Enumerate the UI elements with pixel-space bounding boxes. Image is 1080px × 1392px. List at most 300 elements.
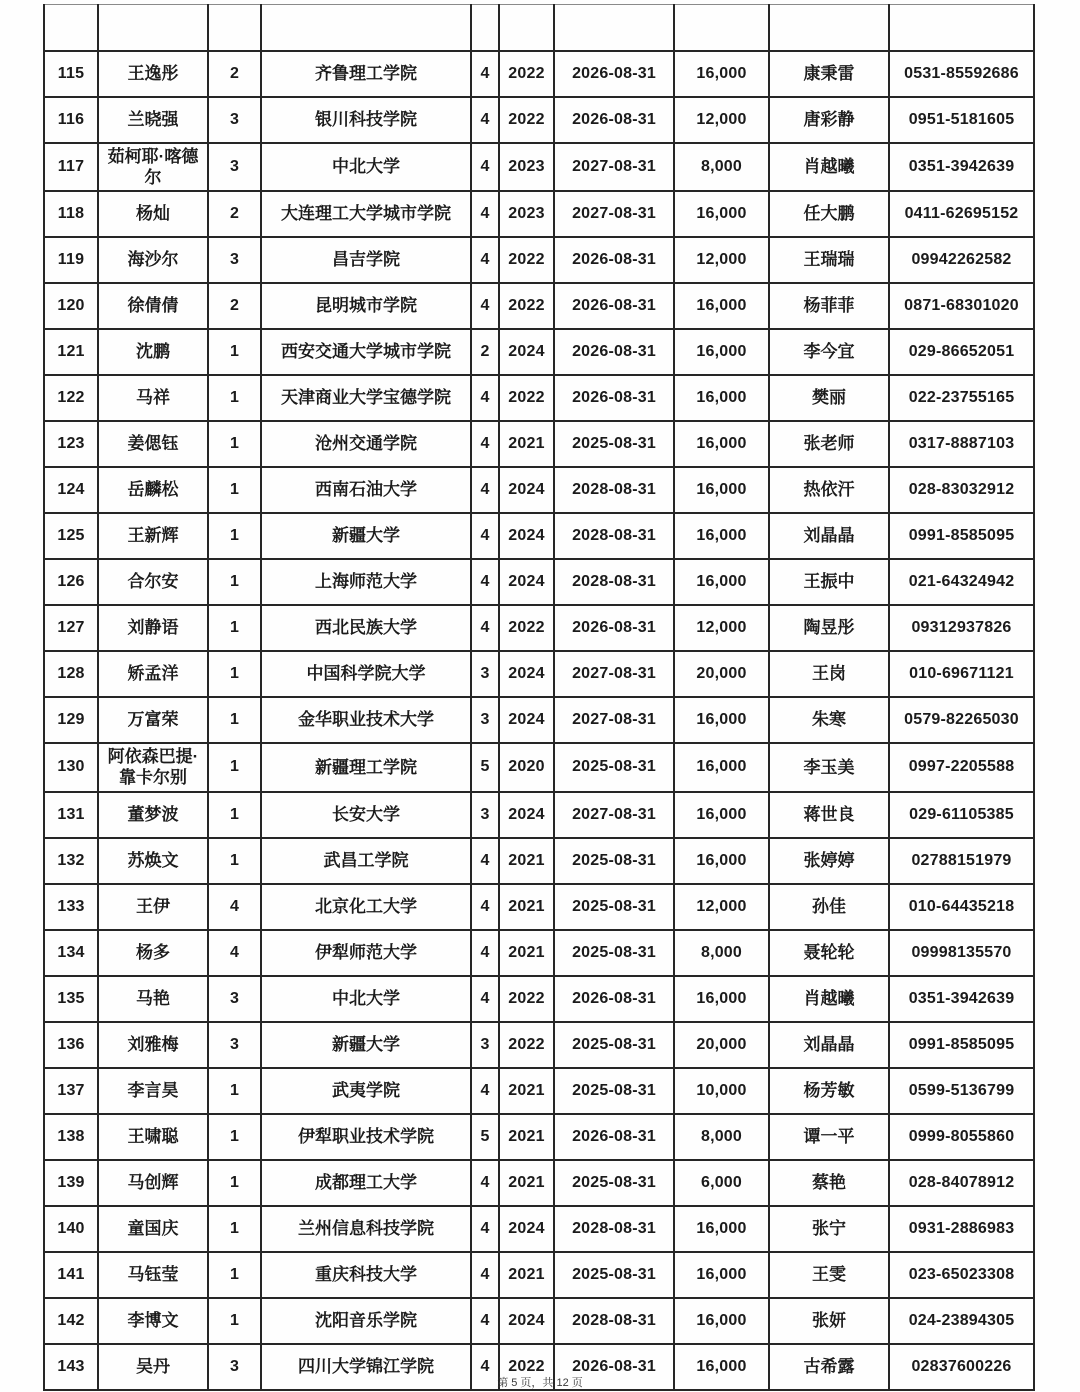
cell-contact-name: 肖越曦	[769, 143, 889, 192]
cell-year: 2024	[499, 559, 554, 605]
cell-amount: 16,000	[674, 1298, 769, 1344]
cell-count: 1	[208, 421, 261, 467]
cell-contact-name: 王振中	[769, 559, 889, 605]
cell-count: 3	[208, 976, 261, 1022]
cell-university: 武昌工学院	[261, 838, 471, 884]
table-row	[44, 697, 1034, 743]
cell-contact-name: 唐彩静	[769, 97, 889, 143]
cell-phone: 021-64324942	[889, 559, 1034, 605]
cell-university: 中国科学院大学	[261, 651, 471, 697]
cell-student-name: 王新辉	[98, 513, 208, 559]
cell-count: 1	[208, 743, 261, 792]
table-row	[44, 743, 1034, 792]
cell-amount: 16,000	[674, 375, 769, 421]
cell-university: 重庆科技大学	[261, 1252, 471, 1298]
cell-cohort: 4	[471, 97, 499, 143]
cell-seq-no: 134	[44, 930, 98, 976]
cell-contact-name: 热依汗	[769, 467, 889, 513]
cell-student-name: 马创辉	[98, 1160, 208, 1206]
cell-amount: 12,000	[674, 237, 769, 283]
table-row	[44, 651, 1034, 697]
cell-seq-no: 141	[44, 1252, 98, 1298]
cell-seq-no: 121	[44, 329, 98, 375]
cell-count: 1	[208, 1206, 261, 1252]
cell-phone: 09998135570	[889, 930, 1034, 976]
cell-end-date: 2026-08-31	[554, 1344, 674, 1390]
cell-student-name: 万富荣	[98, 697, 208, 743]
cell-end-date: 2025-08-31	[554, 421, 674, 467]
cell-end-date: 2026-08-31	[554, 1114, 674, 1160]
table-row	[44, 191, 1034, 237]
cell-contact-name: 任大鹏	[769, 191, 889, 237]
page-footer: 第 5 页，共 12 页	[497, 1377, 583, 1389]
cell-contact-name: 古希露	[769, 1344, 889, 1390]
cell-year: 2024	[499, 792, 554, 838]
cell-student-name: 李言昊	[98, 1068, 208, 1114]
cell-amount: 16,000	[674, 1344, 769, 1390]
table-row	[44, 838, 1034, 884]
cell-phone: 0599-5136799	[889, 1068, 1034, 1114]
cell-year: 2024	[499, 1206, 554, 1252]
cell-year: 2022	[499, 97, 554, 143]
cell-amount: 16,000	[674, 467, 769, 513]
cell-amount: 16,000	[674, 1252, 769, 1298]
cell-count: 1	[208, 605, 261, 651]
table-row	[44, 1022, 1034, 1068]
cell-end-date: 2028-08-31	[554, 559, 674, 605]
cell-university: 伊犁职业技术学院	[261, 1114, 471, 1160]
cell-university: 沧州交通学院	[261, 421, 471, 467]
cell-amount: 16,000	[674, 559, 769, 605]
cell-amount: 16,000	[674, 329, 769, 375]
cell-count: 1	[208, 467, 261, 513]
cell-phone: 0999-8055860	[889, 1114, 1034, 1160]
cell-seq-no: 120	[44, 283, 98, 329]
cell-amount: 16,000	[674, 838, 769, 884]
cell-student-name: 合尔安	[98, 559, 208, 605]
cell-cohort: 4	[471, 605, 499, 651]
cell-count: 1	[208, 1114, 261, 1160]
cell-phone: 0991-8585095	[889, 513, 1034, 559]
cell-end-date: 2025-08-31	[554, 884, 674, 930]
cell-year: 2021	[499, 1114, 554, 1160]
cell-count: 3	[208, 1022, 261, 1068]
cell-empty	[261, 5, 471, 51]
cell-student-name: 刘雅梅	[98, 1022, 208, 1068]
cell-university: 西安交通大学城市学院	[261, 329, 471, 375]
cell-year: 2022	[499, 283, 554, 329]
table-row	[44, 1206, 1034, 1252]
cell-end-date: 2027-08-31	[554, 697, 674, 743]
cell-count: 1	[208, 1252, 261, 1298]
cell-cohort: 4	[471, 559, 499, 605]
cell-empty	[674, 5, 769, 51]
cell-student-name: 苏焕文	[98, 838, 208, 884]
cell-contact-name: 张宁	[769, 1206, 889, 1252]
cell-year: 2024	[499, 513, 554, 559]
cell-year: 2024	[499, 329, 554, 375]
cell-year: 2021	[499, 930, 554, 976]
cell-phone: 09312937826	[889, 605, 1034, 651]
cell-year: 2023	[499, 143, 554, 192]
cell-seq-no: 125	[44, 513, 98, 559]
cell-student-name: 沈鹏	[98, 329, 208, 375]
cell-end-date: 2027-08-31	[554, 143, 674, 192]
cell-end-date: 2026-08-31	[554, 976, 674, 1022]
cell-count: 1	[208, 697, 261, 743]
cell-university: 新疆大学	[261, 1022, 471, 1068]
table-row	[44, 559, 1034, 605]
cell-contact-name: 陶昱彤	[769, 605, 889, 651]
cell-year: 2022	[499, 375, 554, 421]
cell-seq-no: 118	[44, 191, 98, 237]
cell-student-name: 马祥	[98, 375, 208, 421]
cell-year: 2021	[499, 838, 554, 884]
cell-seq-no: 130	[44, 743, 98, 792]
cell-seq-no: 132	[44, 838, 98, 884]
cell-amount: 16,000	[674, 792, 769, 838]
cell-year: 2021	[499, 421, 554, 467]
cell-contact-name: 刘晶晶	[769, 513, 889, 559]
cell-cohort: 2	[471, 329, 499, 375]
cell-count: 2	[208, 191, 261, 237]
cell-amount: 8,000	[674, 143, 769, 192]
cell-end-date: 2025-08-31	[554, 930, 674, 976]
table-row	[44, 421, 1034, 467]
cell-year: 2020	[499, 743, 554, 792]
cell-end-date: 2025-08-31	[554, 1160, 674, 1206]
table-row	[44, 97, 1034, 143]
cell-count: 1	[208, 375, 261, 421]
cell-year: 2021	[499, 1252, 554, 1298]
cell-student-name: 王啸聪	[98, 1114, 208, 1160]
cell-contact-name: 谭一平	[769, 1114, 889, 1160]
cell-university: 新疆大学	[261, 513, 471, 559]
cell-year: 2022	[499, 1022, 554, 1068]
cell-year: 2022	[499, 1344, 554, 1390]
cell-university: 大连理工大学城市学院	[261, 191, 471, 237]
cell-contact-name: 张妍	[769, 1298, 889, 1344]
cell-contact-name: 杨菲菲	[769, 283, 889, 329]
cell-contact-name: 朱寒	[769, 697, 889, 743]
cell-university: 成都理工大学	[261, 1160, 471, 1206]
cell-contact-name: 刘晶晶	[769, 1022, 889, 1068]
table-row	[44, 143, 1034, 192]
cell-seq-no: 119	[44, 237, 98, 283]
cell-count: 4	[208, 884, 261, 930]
cell-phone: 09942262582	[889, 237, 1034, 283]
cell-year: 2023	[499, 191, 554, 237]
cell-contact-name: 李今宜	[769, 329, 889, 375]
cell-empty	[499, 5, 554, 51]
table-row	[44, 792, 1034, 838]
cell-student-name: 李博文	[98, 1298, 208, 1344]
cell-university: 昌吉学院	[261, 237, 471, 283]
cell-end-date: 2028-08-31	[554, 513, 674, 559]
cell-count: 3	[208, 1344, 261, 1390]
cell-seq-no: 131	[44, 792, 98, 838]
cell-seq-no: 140	[44, 1206, 98, 1252]
cell-end-date: 2025-08-31	[554, 1068, 674, 1114]
cell-cohort: 4	[471, 51, 499, 97]
cell-cohort: 4	[471, 1206, 499, 1252]
cell-phone: 0579-82265030	[889, 697, 1034, 743]
cell-phone: 029-86652051	[889, 329, 1034, 375]
cell-phone: 0351-3942639	[889, 976, 1034, 1022]
cell-end-date: 2026-08-31	[554, 329, 674, 375]
cell-cohort: 4	[471, 976, 499, 1022]
cell-seq-no: 127	[44, 605, 98, 651]
cell-end-date: 2027-08-31	[554, 792, 674, 838]
cell-count: 3	[208, 143, 261, 192]
cell-contact-name: 肖越曦	[769, 976, 889, 1022]
cell-count: 2	[208, 51, 261, 97]
cell-university: 天津商业大学宝德学院	[261, 375, 471, 421]
cell-seq-no: 123	[44, 421, 98, 467]
cell-cohort: 4	[471, 838, 499, 884]
cell-end-date: 2026-08-31	[554, 237, 674, 283]
cell-year: 2024	[499, 651, 554, 697]
cell-student-name: 董梦波	[98, 792, 208, 838]
cell-seq-no: 128	[44, 651, 98, 697]
cell-end-date: 2025-08-31	[554, 1252, 674, 1298]
cell-phone: 028-84078912	[889, 1160, 1034, 1206]
cell-empty	[554, 5, 674, 51]
cell-university: 齐鲁理工学院	[261, 51, 471, 97]
cell-student-name: 徐倩倩	[98, 283, 208, 329]
cell-empty	[208, 5, 261, 51]
cell-student-name: 岳麟松	[98, 467, 208, 513]
cell-cohort: 4	[471, 283, 499, 329]
cell-amount: 16,000	[674, 191, 769, 237]
cell-count: 1	[208, 1068, 261, 1114]
cell-end-date: 2027-08-31	[554, 651, 674, 697]
cell-year: 2024	[499, 1298, 554, 1344]
table-row	[44, 375, 1034, 421]
cell-cohort: 4	[471, 191, 499, 237]
cell-amount: 16,000	[674, 743, 769, 792]
cell-cohort: 4	[471, 237, 499, 283]
cell-amount: 16,000	[674, 697, 769, 743]
cell-student-name: 姜偲钰	[98, 421, 208, 467]
cell-end-date: 2025-08-31	[554, 743, 674, 792]
cell-end-date: 2028-08-31	[554, 467, 674, 513]
cell-seq-no: 139	[44, 1160, 98, 1206]
cell-student-name: 茹柯耶·喀德尔	[98, 143, 208, 192]
table-row	[44, 51, 1034, 97]
table-body	[44, 5, 1034, 1390]
cell-cohort: 5	[471, 1114, 499, 1160]
cell-phone: 022-23755165	[889, 375, 1034, 421]
cell-count: 2	[208, 283, 261, 329]
cell-cohort: 4	[471, 143, 499, 192]
cell-student-name: 王逸彤	[98, 51, 208, 97]
cell-phone: 010-64435218	[889, 884, 1034, 930]
cell-student-name: 杨灿	[98, 191, 208, 237]
cell-contact-name: 杨芳敏	[769, 1068, 889, 1114]
cell-amount: 12,000	[674, 884, 769, 930]
cell-seq-no: 117	[44, 143, 98, 192]
cell-seq-no: 122	[44, 375, 98, 421]
cell-seq-no: 136	[44, 1022, 98, 1068]
cell-phone: 0411-62695152	[889, 191, 1034, 237]
cell-cohort: 3	[471, 651, 499, 697]
cell-contact-name: 李玉美	[769, 743, 889, 792]
cell-amount: 8,000	[674, 930, 769, 976]
table-row	[44, 329, 1034, 375]
cell-phone: 0991-8585095	[889, 1022, 1034, 1068]
cell-end-date: 2026-08-31	[554, 605, 674, 651]
cell-student-name: 海沙尔	[98, 237, 208, 283]
cell-seq-no: 138	[44, 1114, 98, 1160]
cell-student-name: 刘静语	[98, 605, 208, 651]
cell-count: 1	[208, 1298, 261, 1344]
cell-phone: 02837600226	[889, 1344, 1034, 1390]
cell-amount: 6,000	[674, 1160, 769, 1206]
cell-seq-no: 116	[44, 97, 98, 143]
cell-phone: 02788151979	[889, 838, 1034, 884]
cell-cohort: 4	[471, 1252, 499, 1298]
cell-count: 3	[208, 97, 261, 143]
cell-contact-name: 樊丽	[769, 375, 889, 421]
cell-university: 中北大学	[261, 143, 471, 192]
cell-contact-name: 王雯	[769, 1252, 889, 1298]
cell-amount: 16,000	[674, 51, 769, 97]
cell-university: 银川科技学院	[261, 97, 471, 143]
cell-end-date: 2026-08-31	[554, 375, 674, 421]
cell-seq-no: 126	[44, 559, 98, 605]
cell-count: 1	[208, 559, 261, 605]
cell-count: 1	[208, 651, 261, 697]
cell-end-date: 2026-08-31	[554, 51, 674, 97]
cell-university: 新疆理工学院	[261, 743, 471, 792]
cell-contact-name: 王岗	[769, 651, 889, 697]
cell-cohort: 4	[471, 1160, 499, 1206]
table-row	[44, 605, 1034, 651]
cell-phone: 0317-8887103	[889, 421, 1034, 467]
cell-count: 1	[208, 838, 261, 884]
cell-university: 兰州信息科技学院	[261, 1206, 471, 1252]
cell-phone: 029-61105385	[889, 792, 1034, 838]
cell-seq-no: 142	[44, 1298, 98, 1344]
cell-phone: 0951-5181605	[889, 97, 1034, 143]
cell-cohort: 4	[471, 1344, 499, 1390]
cell-cohort: 4	[471, 1068, 499, 1114]
cell-year: 2022	[499, 51, 554, 97]
table-row	[44, 976, 1034, 1022]
cell-cohort: 4	[471, 930, 499, 976]
table-row	[44, 1298, 1034, 1344]
cell-student-name: 马艳	[98, 976, 208, 1022]
cell-contact-name: 张老师	[769, 421, 889, 467]
cell-student-name: 马钰莹	[98, 1252, 208, 1298]
cell-student-name: 矫孟洋	[98, 651, 208, 697]
cell-count: 1	[208, 792, 261, 838]
cell-amount: 10,000	[674, 1068, 769, 1114]
cell-student-name: 王伊	[98, 884, 208, 930]
cell-phone: 0931-2886983	[889, 1206, 1034, 1252]
cell-cohort: 3	[471, 697, 499, 743]
roster-table	[43, 4, 1035, 1391]
cell-university: 西南石油大学	[261, 467, 471, 513]
table-row	[44, 1114, 1034, 1160]
cell-count: 1	[208, 329, 261, 375]
cell-university: 伊犁师范大学	[261, 930, 471, 976]
cell-end-date: 2028-08-31	[554, 1298, 674, 1344]
cell-empty	[769, 5, 889, 51]
cell-seq-no: 143	[44, 1344, 98, 1390]
cell-contact-name: 康秉雷	[769, 51, 889, 97]
cell-university: 中北大学	[261, 976, 471, 1022]
cell-phone: 0997-2205588	[889, 743, 1034, 792]
cell-student-name: 杨多	[98, 930, 208, 976]
cell-phone: 023-65023308	[889, 1252, 1034, 1298]
cell-student-name: 吴丹	[98, 1344, 208, 1390]
cell-cohort: 4	[471, 467, 499, 513]
cell-phone: 0531-85592686	[889, 51, 1034, 97]
cell-university: 北京化工大学	[261, 884, 471, 930]
table-row	[44, 1160, 1034, 1206]
cell-amount: 12,000	[674, 605, 769, 651]
cell-amount: 16,000	[674, 283, 769, 329]
cell-year: 2024	[499, 697, 554, 743]
cell-university: 上海师范大学	[261, 559, 471, 605]
cell-phone: 024-23894305	[889, 1298, 1034, 1344]
cell-contact-name: 蔡艳	[769, 1160, 889, 1206]
cell-amount: 12,000	[674, 97, 769, 143]
cell-year: 2022	[499, 976, 554, 1022]
cell-end-date: 2026-08-31	[554, 283, 674, 329]
cell-year: 2021	[499, 1160, 554, 1206]
cell-university: 长安大学	[261, 792, 471, 838]
cell-amount: 16,000	[674, 513, 769, 559]
cell-cohort: 4	[471, 1298, 499, 1344]
cell-student-name: 兰晓强	[98, 97, 208, 143]
cell-count: 1	[208, 1160, 261, 1206]
cell-student-name: 童国庆	[98, 1206, 208, 1252]
cell-university: 沈阳音乐学院	[261, 1298, 471, 1344]
table-row	[44, 467, 1034, 513]
cell-phone: 0351-3942639	[889, 143, 1034, 192]
cell-phone: 010-69671121	[889, 651, 1034, 697]
cell-cohort: 4	[471, 513, 499, 559]
table-row	[44, 237, 1034, 283]
cell-amount: 16,000	[674, 421, 769, 467]
cell-cohort: 4	[471, 884, 499, 930]
clipped-previous-row	[44, 5, 1034, 51]
cell-count: 4	[208, 930, 261, 976]
cell-university: 昆明城市学院	[261, 283, 471, 329]
table-row	[44, 513, 1034, 559]
cell-contact-name: 聂轮轮	[769, 930, 889, 976]
table-row	[44, 1068, 1034, 1114]
cell-end-date: 2027-08-31	[554, 191, 674, 237]
cell-seq-no: 129	[44, 697, 98, 743]
cell-amount: 8,000	[674, 1114, 769, 1160]
cell-year: 2022	[499, 237, 554, 283]
cell-cohort: 5	[471, 743, 499, 792]
table-row	[44, 1252, 1034, 1298]
cell-contact-name: 蒋世良	[769, 792, 889, 838]
cell-seq-no: 133	[44, 884, 98, 930]
cell-cohort: 4	[471, 421, 499, 467]
cell-empty	[889, 5, 1034, 51]
table-row	[44, 283, 1034, 329]
cell-university: 金华职业技术大学	[261, 697, 471, 743]
cell-contact-name: 张婷婷	[769, 838, 889, 884]
table-row	[44, 930, 1034, 976]
cell-phone: 0871-68301020	[889, 283, 1034, 329]
